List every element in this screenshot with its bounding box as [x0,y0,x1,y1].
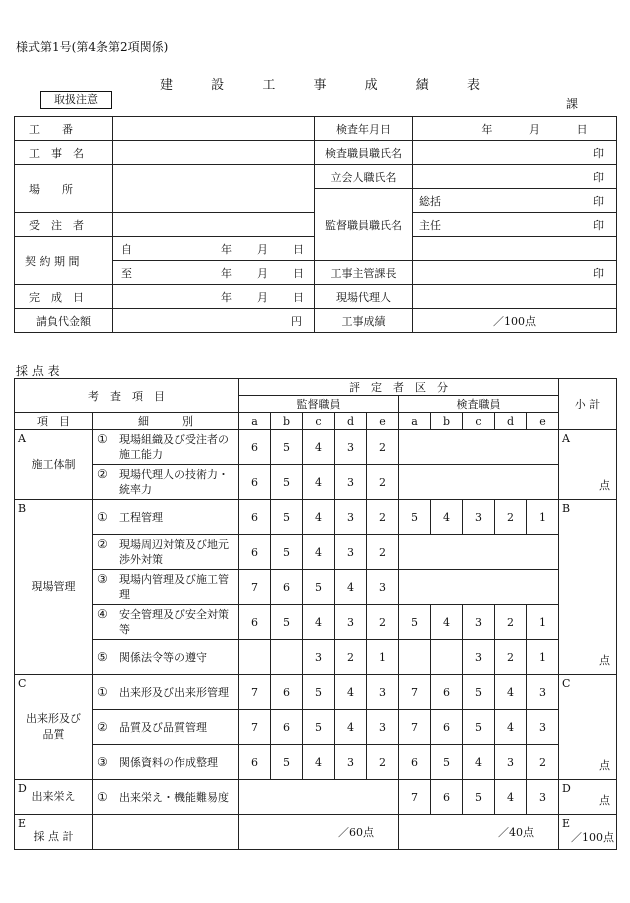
inspector-score[interactable] [399,640,431,675]
supervisor-score[interactable] [239,640,271,675]
supervisor-score[interactable]: 5 [271,745,303,780]
score-row [15,500,617,535]
detail-number: ③ [97,754,108,769]
label-inspection-date: 検査年月日 [315,117,413,141]
header-letter-b: b [271,413,303,430]
supervisor-score[interactable]: 2 [367,605,399,640]
inspector-score[interactable]: 1 [527,500,559,535]
supervisor-score[interactable]: 6 [239,500,271,535]
value-contractor[interactable] [113,213,315,237]
supervisor-score[interactable] [271,640,303,675]
inspector-score[interactable]: 2 [495,605,527,640]
supervisor-score[interactable]: 4 [303,745,335,780]
supervisor-score[interactable]: 4 [303,500,335,535]
grand-total-value: ／100点 [571,831,614,844]
detail-cell [93,430,239,465]
label-site-agent: 現場代理人 [315,285,413,309]
value-completion-date[interactable]: 年 月 日 [113,285,315,309]
total-label: 採 点 計 [33,830,74,843]
category-letter: A [18,432,26,445]
value-chief[interactable]: 印 [413,261,617,285]
category-cell [15,430,93,500]
value-inspection-date[interactable] [413,117,617,141]
inspector-score[interactable]: 2 [527,745,559,780]
grand-total-letter: E [562,817,571,830]
label-inspector-name: 検査職員職氏名 [315,141,413,165]
score-row [15,605,617,640]
score-row [15,640,617,675]
subtotal-cell[interactable] [559,780,617,815]
supervisor-score[interactable]: 3 [335,465,367,500]
category-name: 出来形及び品質 [26,712,81,741]
detail-number: ② [97,537,108,551]
supervisor-score[interactable]: 4 [303,535,335,570]
label-contract-amount: 請負代金額 [15,309,113,333]
title-char: 事 [313,78,327,93]
supervisor-score[interactable]: 6 [239,745,271,780]
score-row [15,745,617,780]
value-site-agent[interactable] [413,285,617,309]
handling-note-stamp: 取扱注意 [40,91,112,109]
detail-cell [93,780,239,815]
label-chief: 工事主管課長 [315,261,413,285]
inspector-score[interactable]: 4 [431,605,463,640]
supervisor-score[interactable]: 4 [335,675,367,710]
inspector-score[interactable]: 1 [527,640,559,675]
inspector-score[interactable]: 2 [495,500,527,535]
detail-number: ① [97,509,108,524]
supervisor-score[interactable]: 7 [239,570,271,605]
category-name: 施工体制 [31,457,76,471]
title-char: 工 [262,78,276,93]
detail-text: 現場周辺対策及び地元渉外対策 [119,538,229,566]
subtotal-unit: 点 [599,759,610,772]
total-label-cell [15,815,93,850]
detail-cell [93,675,239,710]
value-witness-name[interactable]: 印 [413,165,617,189]
supervisor-score[interactable]: 4 [303,465,335,500]
inspector-score[interactable]: 6 [431,675,463,710]
inspector-score[interactable]: 3 [527,710,559,745]
supervisor-chief[interactable]: 主任 印 [413,213,617,237]
label-completion-date: 完 成 日 [15,285,113,309]
inspector-score[interactable]: 3 [463,640,495,675]
inspector-score[interactable]: 4 [495,710,527,745]
detail-number: ① [97,684,108,699]
form-number: 様式第1号(第4条第2項関係) [16,40,169,54]
category-cell [15,675,93,780]
supervisor-total[interactable]: ／60点 [239,815,399,850]
inspector-score[interactable]: 4 [495,780,527,815]
inspector-scores-empty [399,535,559,570]
label-result: 工事成績 [315,309,413,333]
header-supervisor: 監督職員 [239,396,399,413]
supervisor-score[interactable]: 4 [303,430,335,465]
header-letter-a: a [399,413,431,430]
total-row [15,815,617,850]
supervisor-score[interactable]: 6 [271,675,303,710]
subtotal-unit: 点 [599,654,610,667]
label-construction-name: 工 事 名 [15,141,113,165]
detail-text: 現場内管理及び施工管理 [119,573,229,601]
detail-number: ⑤ [97,649,108,664]
inspector-score[interactable]: 6 [431,710,463,745]
title-char: 設 [211,78,225,93]
inspector-score[interactable]: 3 [527,675,559,710]
value-construction-no[interactable] [113,117,315,141]
subtotal-cell[interactable] [559,430,617,500]
supervisor-scores-empty [239,780,399,815]
supervisor-score[interactable]: 3 [367,675,399,710]
value-period-from[interactable]: 自 年 月 日 [113,237,315,261]
supervisor-score[interactable]: 3 [303,640,335,675]
value-contract-amount[interactable]: 円 [113,309,315,333]
category-cell [15,780,93,815]
score-row [15,710,617,745]
detail-text: 現場代理人の技術力・統率力 [119,468,229,496]
total-detail-empty [93,815,239,850]
supervisor-score[interactable]: 3 [335,500,367,535]
title-char: 表 [466,78,480,93]
detail-number: ① [97,432,108,446]
inspector-score[interactable]: 5 [399,500,431,535]
supervisor-score[interactable]: 3 [335,430,367,465]
supervisor-score[interactable]: 2 [367,535,399,570]
detail-text: 関係資料の作成整理 [119,755,218,769]
supervisor-score[interactable]: 3 [335,605,367,640]
detail-cell [93,465,239,500]
category-letter: D [18,782,27,795]
detail-text: 出来栄え・機能難易度 [119,790,229,804]
detail-text: 関係法令等の遵守 [119,650,207,664]
inspector-score[interactable]: 3 [463,605,495,640]
detail-text: 現場組織及び受注者の施工能力 [119,433,229,461]
inspector-score[interactable]: 3 [463,500,495,535]
detail-cell [93,535,239,570]
detail-number: ④ [97,607,108,621]
score-table-label: 採 点 表 [16,364,60,378]
supervisor-score[interactable]: 7 [239,675,271,710]
detail-cell [93,710,239,745]
supervisor-general[interactable]: 総括 印 [413,189,617,213]
value-inspector-name[interactable]: 印 [413,141,617,165]
supervisor-score[interactable]: 5 [271,465,303,500]
label-construction-no: 工 番 [15,117,113,141]
category-name: 現場管理 [31,580,76,593]
header-letter-d: d [495,413,527,430]
inspector-score[interactable]: 7 [399,780,431,815]
title-char: 績 [415,78,429,93]
detail-number: ② [97,467,108,481]
info-table [14,116,617,333]
detail-text: 工程管理 [119,510,163,524]
supervisor-score[interactable]: 2 [335,640,367,675]
score-row [15,465,617,500]
inspector-score[interactable] [431,640,463,675]
header-letter-e: e [367,413,399,430]
section-suffix: 課 [566,97,579,111]
inspector-total[interactable]: ／40点 [399,815,559,850]
label-location: 場 所 [15,165,113,213]
value-result[interactable]: ／100点 [413,309,617,333]
supervisor-score[interactable]: 2 [367,465,399,500]
inspector-score[interactable]: 6 [399,745,431,780]
supervisor-score[interactable]: 2 [367,430,399,465]
inspector-scores-empty [399,465,559,500]
inspector-scores-empty [399,430,559,465]
supervisor-score[interactable]: 6 [239,465,271,500]
inspector-score[interactable]: 3 [495,745,527,780]
detail-cell [93,570,239,605]
detail-text: 出来形及び出来形管理 [119,685,229,699]
inspector-score[interactable]: 4 [431,500,463,535]
header-letter-b: b [431,413,463,430]
supervisor-score[interactable]: 5 [303,675,335,710]
subtotal-letter: A [562,432,570,445]
header-saibetsu: 細 別 [93,413,239,430]
subtotal-cell[interactable] [559,500,617,675]
value-construction-name[interactable] [113,141,315,165]
label-contract-period: 契 約 期 間 [15,237,113,285]
inspector-score[interactable]: 2 [495,640,527,675]
value-period-to[interactable]: 至 年 月 日 [113,261,315,285]
supervisor-score[interactable]: 2 [367,500,399,535]
header-evaluator: 評 定 者 区 分 [239,379,559,396]
inspector-score[interactable]: 5 [463,675,495,710]
subtotal-cell[interactable] [559,675,617,780]
supervisor-score[interactable]: 6 [239,430,271,465]
total-letter: E [18,817,27,830]
supervisor-score[interactable]: 4 [303,605,335,640]
document-title [160,74,480,93]
title-char: 成 [364,78,378,93]
header-koumoku: 項 目 [15,413,93,430]
category-cell [15,500,93,675]
inspector-score[interactable]: 6 [431,780,463,815]
supervisor-score[interactable]: 2 [367,745,399,780]
supervisor-score[interactable]: 3 [335,535,367,570]
supervisor-score[interactable]: 3 [367,570,399,605]
supervisor-general-staff[interactable] [413,237,617,261]
header-letter-e: e [527,413,559,430]
inspector-score[interactable]: 5 [431,745,463,780]
supervisor-score[interactable]: 6 [239,535,271,570]
label-witness-name: 立会人職氏名 [315,165,413,189]
header-item: 考 査 項 目 [15,379,239,413]
score-row [15,535,617,570]
supervisor-score[interactable]: 5 [303,570,335,605]
supervisor-score[interactable]: 5 [303,710,335,745]
supervisor-score[interactable]: 3 [335,745,367,780]
subtotal-letter: C [562,677,571,690]
detail-text: 安全管理及び安全対策等 [119,608,229,636]
supervisor-score[interactable]: 6 [271,570,303,605]
category-letter: C [18,677,27,690]
inspector-score[interactable]: 5 [399,605,431,640]
supervisor-score[interactable]: 5 [271,535,303,570]
subtotal-unit: 点 [599,794,610,807]
grand-total-cell[interactable] [559,815,617,850]
detail-cell [93,605,239,640]
inspector-score[interactable]: 3 [527,780,559,815]
subtotal-letter: D [562,782,571,795]
inspector-score[interactable]: 4 [495,675,527,710]
supervisor-score[interactable]: 3 [367,710,399,745]
detail-cell [93,500,239,535]
score-row [15,780,617,815]
supervisor-score[interactable]: 1 [367,640,399,675]
month-unit: 月 [528,122,540,136]
header-letter-d: d [335,413,367,430]
inspector-score[interactable]: 1 [527,605,559,640]
inspector-score[interactable]: 7 [399,675,431,710]
label-contractor: 受 注 者 [15,213,113,237]
header-letter-c: c [303,413,335,430]
supervisor-score[interactable]: 6 [271,710,303,745]
header-letter-c: c [463,413,495,430]
supervisor-score[interactable]: 5 [271,430,303,465]
supervisor-score[interactable]: 4 [335,710,367,745]
supervisor-score[interactable]: 5 [271,500,303,535]
label-supervisor-name: 監督職員職氏名 [315,189,413,261]
supervisor-score[interactable]: 4 [335,570,367,605]
subtotal-unit: 点 [599,479,610,492]
header-letter-a: a [239,413,271,430]
supervisor-score[interactable]: 6 [239,605,271,640]
score-table [14,378,617,850]
supervisor-score[interactable]: 7 [239,710,271,745]
inspector-score[interactable]: 7 [399,710,431,745]
detail-cell [93,745,239,780]
title-char: 建 [160,78,174,93]
category-name: 出来栄え [31,790,76,803]
score-row [15,675,617,710]
category-letter: B [18,502,27,515]
detail-number: ③ [97,572,108,586]
header-inspector: 検査職員 [399,396,559,413]
detail-number: ② [97,719,108,734]
subtotal-letter: B [562,502,571,515]
detail-number: ① [97,789,108,804]
inspector-score[interactable]: 5 [463,780,495,815]
detail-text: 品質及び品質管理 [119,720,207,734]
score-row [15,570,617,605]
detail-cell [93,640,239,675]
value-location[interactable] [113,165,315,213]
header-subtotal: 小 計 [559,379,617,430]
year-unit: 年 [481,122,493,136]
score-row [15,430,617,465]
inspector-scores-empty [399,570,559,605]
inspector-score[interactable]: 5 [463,710,495,745]
inspector-score[interactable]: 4 [463,745,495,780]
day-unit: 日 [576,122,588,136]
supervisor-score[interactable]: 5 [271,605,303,640]
